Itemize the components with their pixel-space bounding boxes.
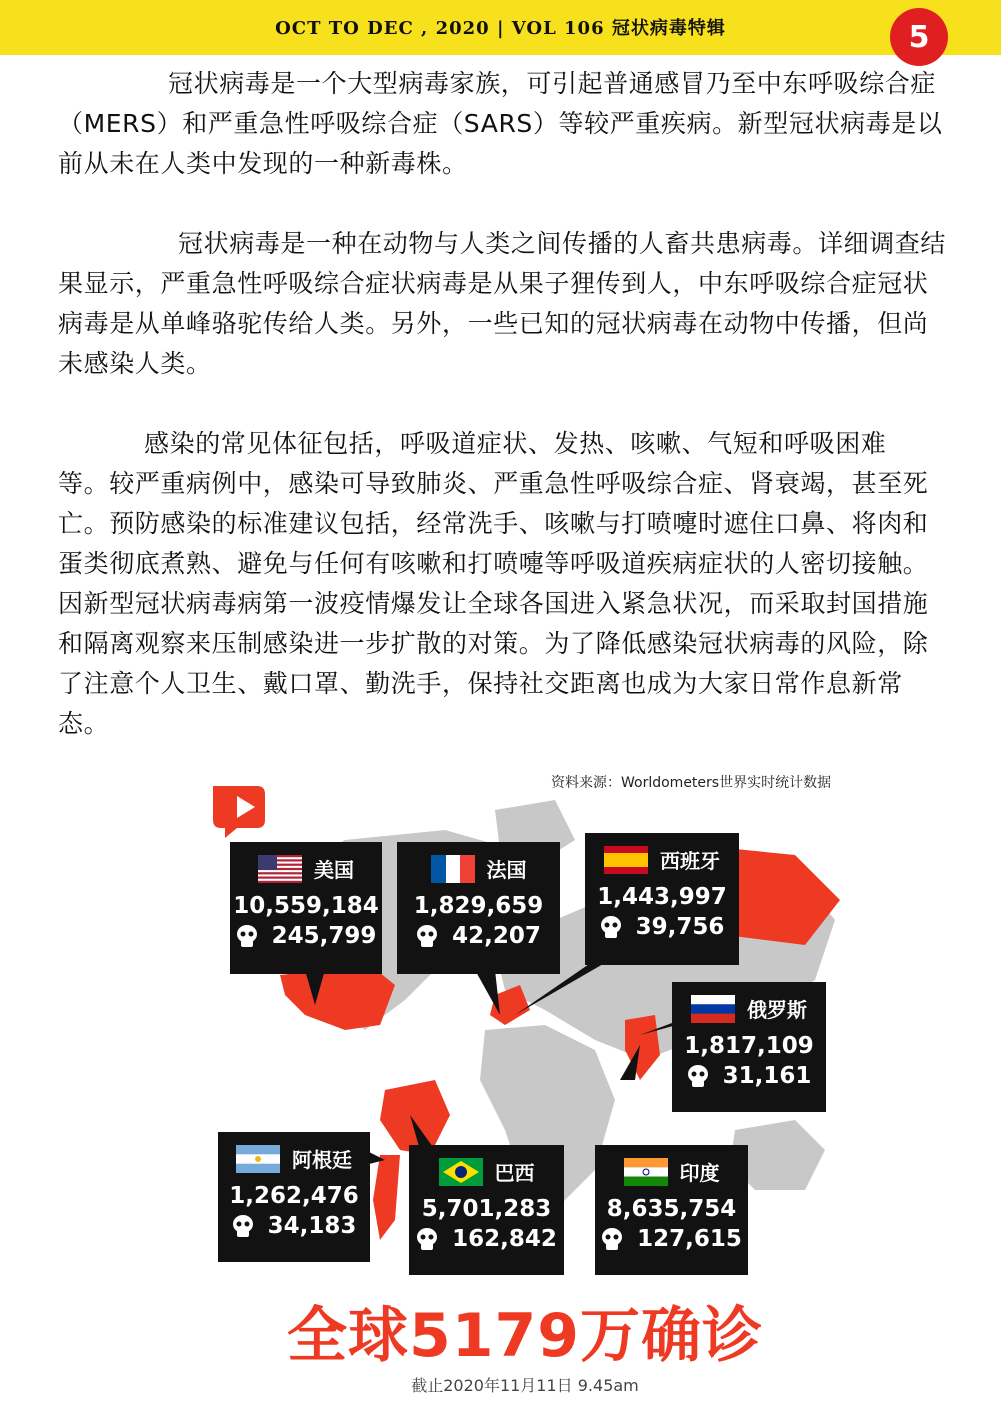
skull-icon xyxy=(232,1214,254,1238)
death-count: 39,756 xyxy=(635,914,725,940)
skull-icon xyxy=(687,1064,709,1088)
case-count: 1,817,109 xyxy=(684,1033,814,1059)
skull-icon xyxy=(600,915,622,939)
data-date: 截止2020年11月11日 9.45am xyxy=(411,1376,639,1395)
country-card-usa xyxy=(230,842,382,974)
page-number-badge: 5 xyxy=(890,8,948,66)
country-name: 阿根廷 xyxy=(292,1148,352,1172)
skull-icon xyxy=(601,1227,623,1251)
country-card-spain xyxy=(585,833,739,965)
paragraph-1: 冠状病毒是一个大型病毒家族，可引起普通感冒乃至中东呼吸综合症（MERS）和严重急性呼吸综合症（SARS）等较严重疾病。新型冠状病毒是以前从未在人类中发现的一种新毒株。 xyxy=(58,69,943,178)
issue-title: OCT TO DEC , 2020 | VOL 106 冠状病毒特辑 xyxy=(275,18,726,39)
skull-icon xyxy=(416,1227,438,1251)
death-count: 162,842 xyxy=(452,1226,557,1252)
country-name: 印度 xyxy=(679,1161,720,1185)
country-name: 巴西 xyxy=(494,1161,535,1185)
case-count: 1,443,997 xyxy=(597,884,727,910)
country-name: 美国 xyxy=(314,858,354,882)
case-count: 8,635,754 xyxy=(606,1196,737,1222)
sinchew-logo-icon xyxy=(207,780,271,844)
paragraph-2: 冠状病毒是一种在动物与人类之间传播的人畜共患病毒。详细调查结果显示，严重急性呼吸综合症状病毒是从果子狸传到人，中东呼吸综合症冠状病毒是从单峰骆驼传给人类。另外，一些已知的冠状病毒在动物中传播，但尚未感染人类。 xyxy=(58,229,947,378)
us-flag-icon xyxy=(258,855,302,883)
argentina-flag-icon xyxy=(236,1145,280,1173)
pointer-france xyxy=(475,970,500,1015)
country-name: 法国 xyxy=(486,858,527,882)
skull-icon xyxy=(416,924,438,948)
death-count: 42,207 xyxy=(452,923,541,949)
paragraph-3: 感染的常见体征包括，呼吸道症状、发热、咳嗽、气短和呼吸困难等。较严重病例中，感染可导致肺炎、严重急性呼吸综合症、肾衰竭，甚至死亡。预防感染的标准建议包括，经常洗手、咳嗽与打喷嚏时遮住口鼻、将肉和蛋类彻底煮熟、避免与任何有咳嗽和打喷嚏等呼吸道疾病症状的人密切接触。因新型冠状病毒病第一波疫情爆发让全球各国进入紧急状况，而采取封国措施和隔离观察来压制感染进一步扩散的对策。为了降低感染冠状病毒的风险，除了注意个人卫生、戴口罩、勤洗手，保持社交距离也成为大家日常作息新常态。 xyxy=(58,429,929,738)
death-count: 34,183 xyxy=(267,1213,357,1239)
country-card-india xyxy=(595,1145,748,1275)
country-name: 西班牙 xyxy=(660,849,720,873)
country-card-france xyxy=(397,842,560,974)
russia-flag-icon xyxy=(691,995,735,1023)
skull-icon xyxy=(236,924,258,948)
data-source-note: 资料来源：Worldometers世界实时统计数据 xyxy=(551,775,832,791)
country-card-argentina xyxy=(218,1132,370,1262)
global-cases-headline: 全球5179万确诊 xyxy=(287,1301,763,1371)
death-count: 127,615 xyxy=(637,1226,742,1252)
map-brazil xyxy=(380,1080,450,1155)
death-count: 31,161 xyxy=(722,1063,812,1089)
india-flag-icon xyxy=(624,1158,668,1186)
brazil-flag-icon xyxy=(439,1158,483,1186)
death-count: 245,799 xyxy=(271,923,377,949)
covid-infographic xyxy=(195,770,855,1400)
case-count: 10,559,184 xyxy=(233,893,379,919)
case-count: 5,701,283 xyxy=(421,1196,552,1222)
case-count: 1,262,476 xyxy=(229,1183,359,1209)
country-name: 俄罗斯 xyxy=(747,998,807,1022)
country-card-russia xyxy=(672,982,826,1112)
spain-flag-icon xyxy=(604,846,648,874)
map-usa xyxy=(280,965,395,1030)
france-flag-icon xyxy=(431,855,475,883)
map-argentina xyxy=(373,1155,400,1240)
country-card-brazil xyxy=(409,1145,564,1275)
header-band xyxy=(0,0,1001,55)
case-count: 1,829,659 xyxy=(413,893,544,919)
